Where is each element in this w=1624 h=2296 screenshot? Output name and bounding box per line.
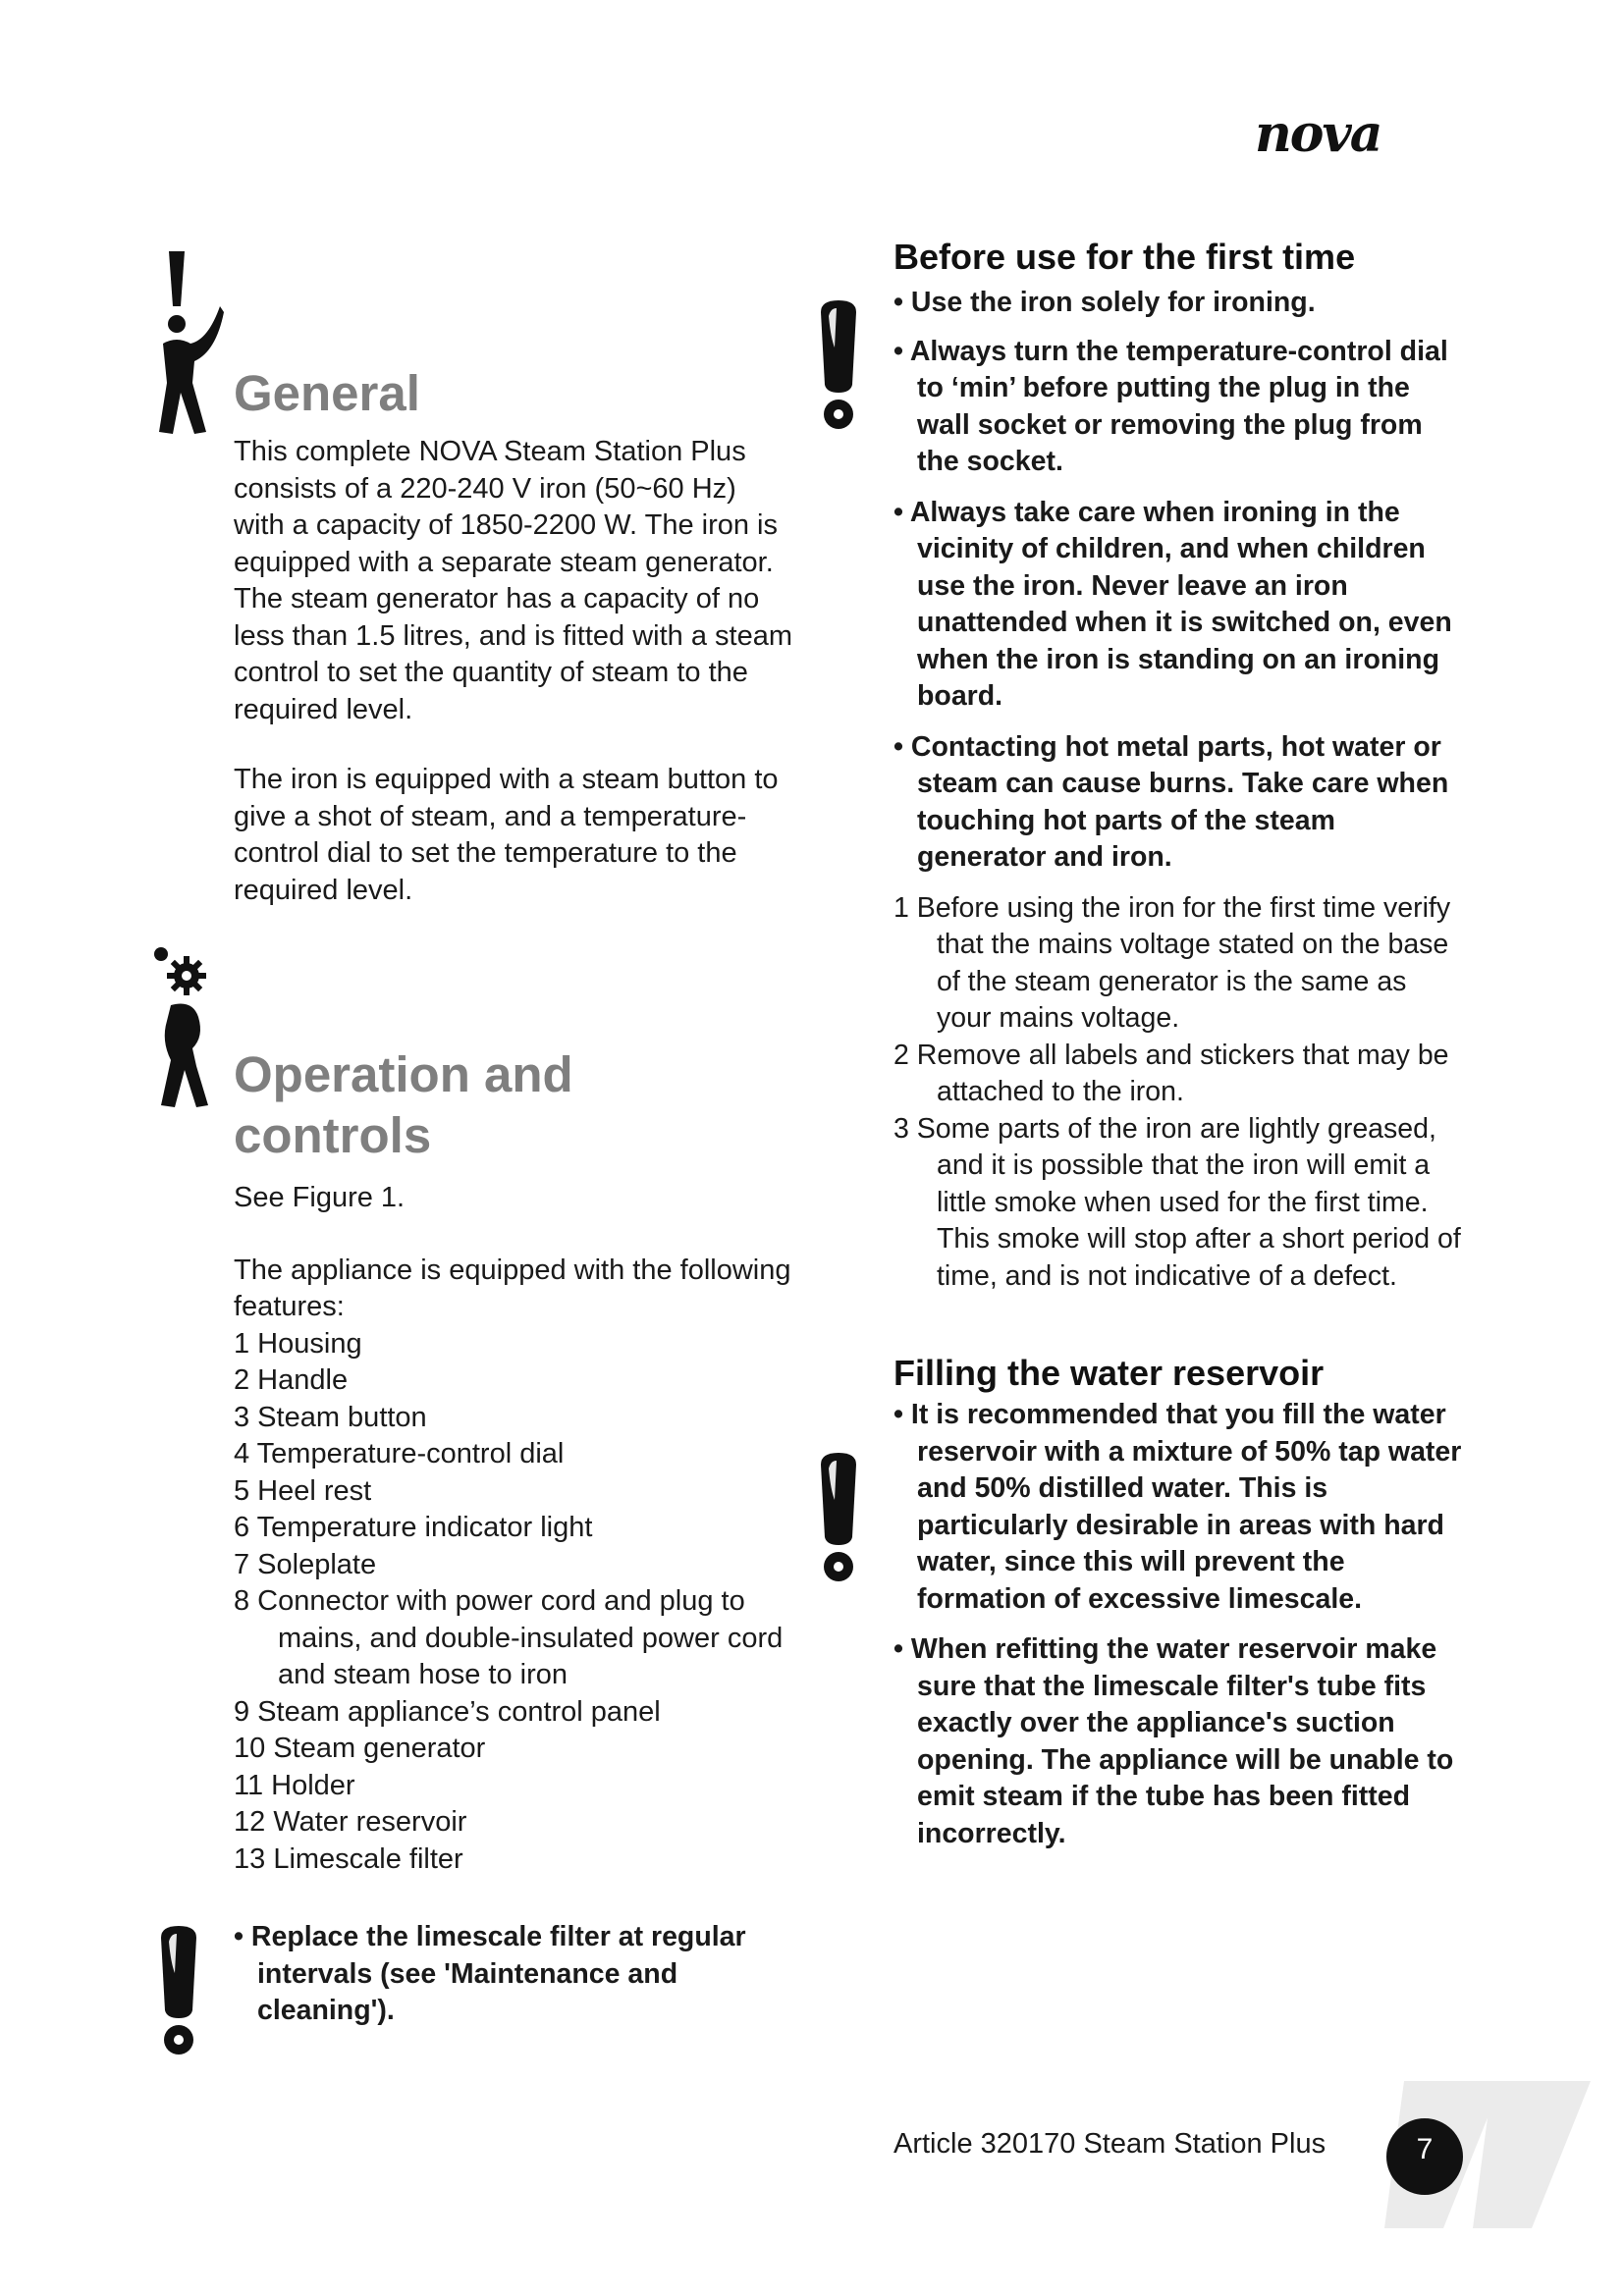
list-item: • Contacting hot metal parts, hot water or steam can cause burns. Take care when touching hot parts of the steam generator and iron. [893, 730, 1449, 873]
first-use-title: Before use for the first time [893, 237, 1356, 277]
list-item: 3 Steam button [234, 1401, 427, 1433]
filling-title: Filling the water reservoir [893, 1353, 1325, 1393]
list-item: 7 Soleplate [234, 1548, 377, 1580]
general-para-1: This complete NOVA Steam Station Plus consists of a 220-240 V iron (50~60 Hz) with a capacity of 1850-2200 W. The iron is equipped with a separate steam generator. The steam generator has a capacity of no less than 1.5 litres, and is fitted with a steam control to set the quantity of steam to the required level. [234, 436, 792, 725]
list-item: 1 Before using the iron for the first time verify that the mains voltage stated on the base of the steam generator is the same as your mains voltage. [893, 891, 1451, 1034]
limescale-warning: • Replace the limescale filter at regular intervals (see 'Maintenance and cleaning'). [234, 1921, 746, 2026]
list-item: • When refitting the water reservoir make sure that the limescale filter's tube fits exactly over the appliance's suction opening. The appliance will be unable to emit steam if the tube has been fitted incorrectly. [893, 1633, 1454, 1849]
right-column [893, 236, 1463, 1852]
list-item: 4 Temperature-control dial [234, 1438, 565, 1469]
warning-icon [815, 298, 862, 432]
nova-logo [1255, 110, 1461, 159]
features-list [234, 1326, 793, 1879]
list-item: • Use the iron solely for ironing. [893, 287, 1316, 318]
list-item: 5 Heel rest [234, 1474, 372, 1507]
list-item: 10 Steam generator [234, 1733, 486, 1764]
operation-section [234, 1044, 793, 2030]
list-item: 9 Steam appliance’s control panel [234, 1695, 661, 1728]
general-title: General [234, 365, 420, 421]
page-number: 7 [1386, 2118, 1463, 2195]
list-item: • It is recommended that you fill the water reservoir with a mixture of 50% tap water and 50% distilled water. This is particularly desirable in areas with hard water, since this will prevent the formation of excessive limescale. [893, 1399, 1462, 1615]
operation-title-line-1: Operation and [234, 1046, 573, 1102]
list-item: 6 Temperature indicator light [234, 1512, 593, 1543]
see-figure-text: See Figure 1. [234, 1182, 406, 1213]
list-item: 3 Some parts of the iron are lightly greased, and it is possible that the iron will emit a little smoke when used for the first time. This smoke will stop after a short period of time, and is not indicative of a defect. [893, 1112, 1461, 1292]
warning-icon [815, 1451, 862, 1584]
list-item: 2 Remove all labels and stickers that may be attached to the iron. [893, 1039, 1449, 1107]
gear-figure-icon [147, 942, 226, 1109]
features-intro: The appliance is equipped with the following features: [234, 1254, 791, 1322]
exclamation-figure-icon [147, 245, 226, 442]
list-item: • Always take care when ironing in the vicinity of children, and when children use the iron. Never leave an iron unattended when it is switched on, even when the iron is standing on an ironing board. [893, 496, 1452, 712]
list-item: • Always turn the temperature-control dial to ‘min’ before putting the plug in the wall socket or removing the plug from the socket. [893, 335, 1448, 477]
operation-title-line-2: controls [234, 1107, 432, 1163]
general-para-2: The iron is equipped with a steam button to give a shot of steam, and a temperature-control dial to set the temperature to the required level. [234, 764, 779, 906]
list-item: 12 Water reservoir [234, 1806, 467, 1838]
list-item: 8 Connector with power cord and plug to mains, and double-insulated power cord and steam hose to iron [234, 1585, 784, 1690]
left-column [234, 363, 793, 2030]
footer-article: Article 320170 Steam Station Plus [893, 2128, 1326, 2160]
list-item: 13 Limescale filter [234, 1842, 463, 1875]
warning-icon [155, 1924, 202, 2057]
list-item: 11 Holder [234, 1769, 355, 1801]
list-item: 1 Housing [234, 1327, 362, 1360]
logo-text: nova [1255, 110, 1381, 159]
list-item: 2 Handle [234, 1364, 349, 1396]
